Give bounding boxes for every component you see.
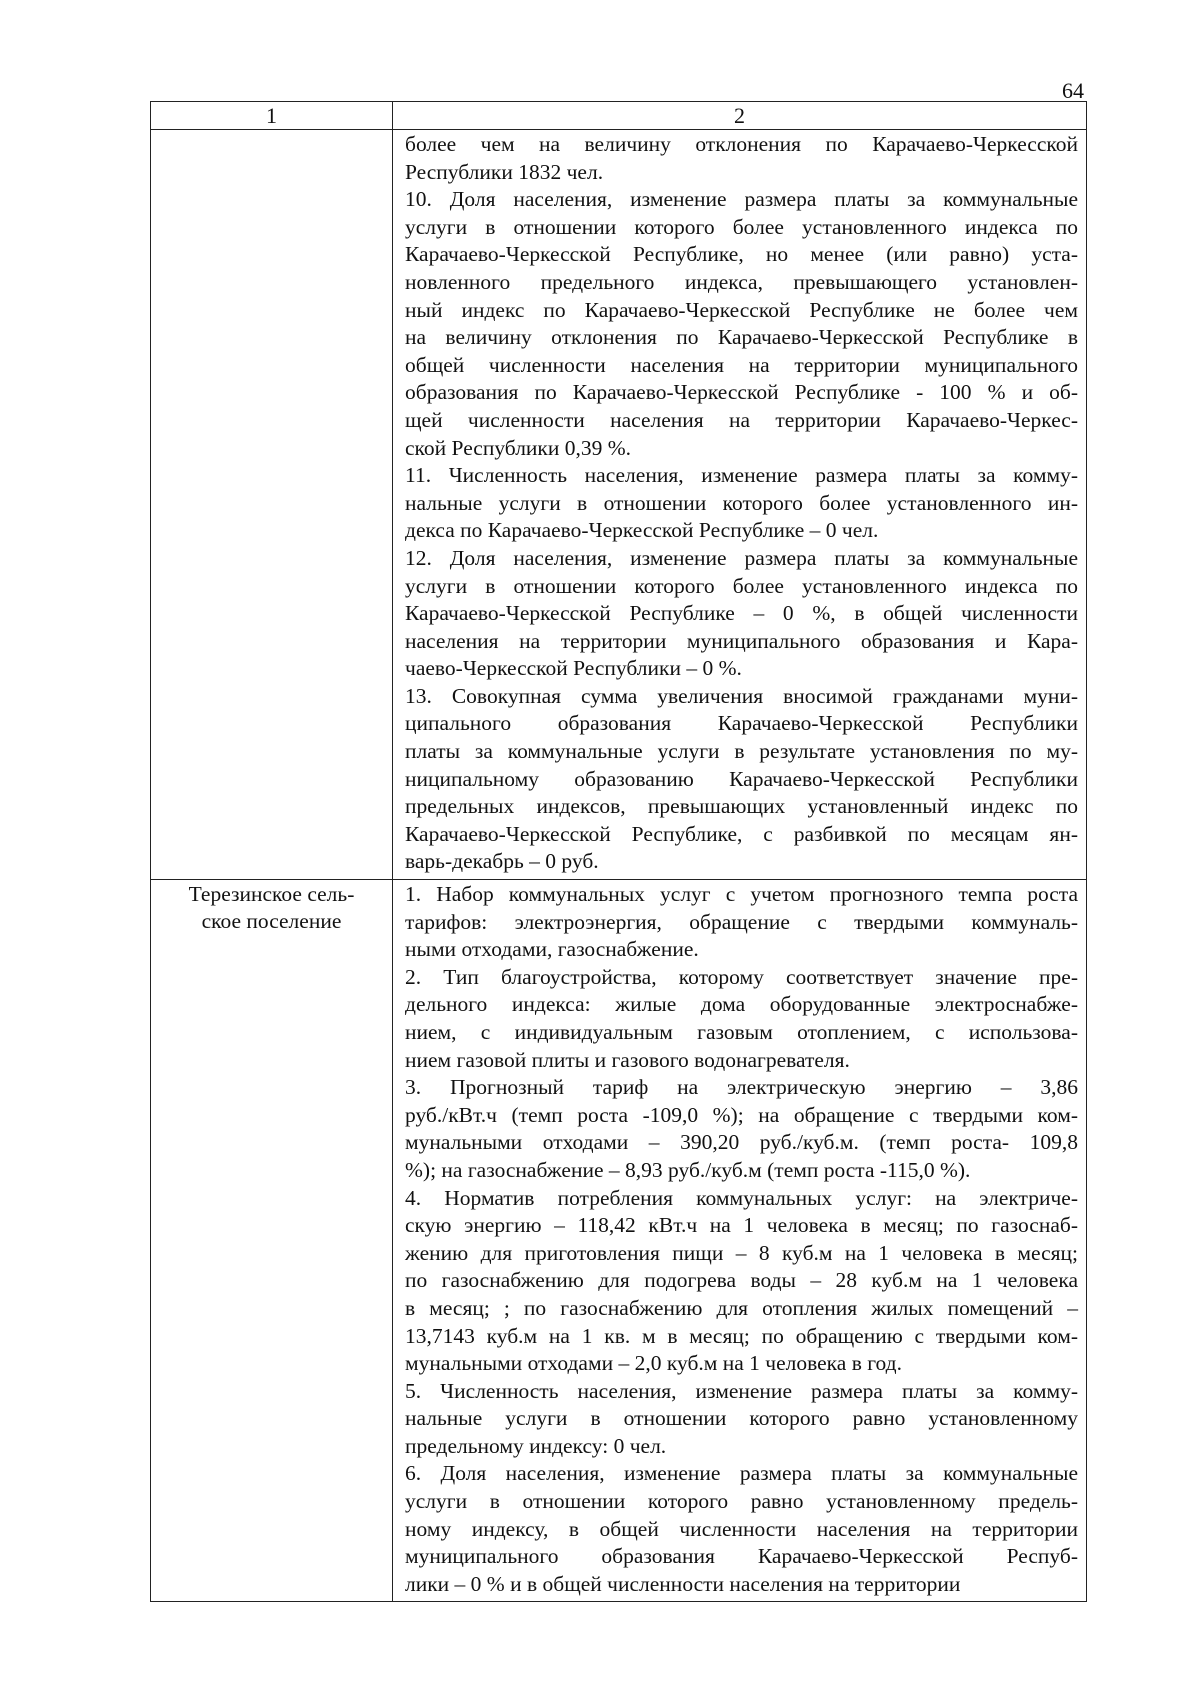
text-line: ской Республики 0,39 %.: [405, 435, 632, 460]
text-line: нальные услуги в отношении которого более установленного ин-: [405, 490, 1078, 515]
column-header-2: 2: [393, 102, 1087, 130]
text-line: населения на территории муниципального образования и Кара-: [405, 628, 1078, 653]
text-line: 11. Численность населения, изменение размера платы за комму-: [405, 463, 1078, 488]
table-row: [151, 130, 1087, 880]
municipality-cell: [151, 880, 393, 1602]
municipality-name-line: ское поселение: [201, 909, 342, 933]
text-line: общей численности населения на территории муниципального: [405, 352, 1078, 377]
text-line: Карачаево-Черкесской Республике, с разбивкой по месяцам ян-: [405, 821, 1078, 846]
text-line: 6. Доля населения, изменение размера платы за коммунальные: [405, 1461, 1078, 1486]
text-line: Республики 1832 чел.: [405, 159, 604, 184]
text-line: нием, с индивидуальным газовым отоплением, с использова-: [405, 1019, 1078, 1044]
text-line: новленного предельного индекса, превышающего установлен-: [405, 269, 1078, 294]
text-line: ными отходами, газоснабжение.: [405, 937, 699, 962]
text-line: 3. Прогнозный тариф на электрическую энергию – 3,86: [405, 1075, 1078, 1100]
text-line: 13. Совокупная сумма увеличения вносимой гражданами муни-: [405, 683, 1078, 708]
text-line: ципального образования Карачаево-Черкесской Республики: [405, 711, 1078, 736]
text-line: в месяц; ; по газоснабжению для отопления жилых помещений –: [405, 1295, 1078, 1320]
text-line: 10. Доля населения, изменение размера платы за коммунальные: [405, 187, 1078, 212]
text-line: 2. Тип благоустройства, которому соответствует значение пре-: [405, 964, 1078, 989]
text-line: скую энергию – 118,42 кВт.ч на 1 человека в месяц; по газоснаб-: [405, 1213, 1078, 1238]
text-line: тарифов: электроэнергия, обращение с твердыми коммуналь-: [405, 909, 1078, 934]
text-line: ниципальному образованию Карачаево-Черкесской Республики: [405, 766, 1078, 791]
text-line: услуги в отношении которого равно установленному предель-: [405, 1489, 1078, 1514]
municipality-name-line: Терезинское сель-: [188, 882, 355, 906]
text-line: 4. Норматив потребления коммунальных услуг: на электриче-: [405, 1185, 1078, 1210]
text-line: ный индекс по Карачаево-Черкесской Республике не более чем: [405, 297, 1078, 322]
description-cell: [393, 130, 1087, 880]
text-line: варь-декабрь – 0 руб.: [405, 849, 599, 874]
text-line: мунальными отходами – 2,0 куб.м на 1 человека в год.: [405, 1351, 902, 1376]
text-line: 13,7143 куб.м на 1 кв. м в месяц; по обращению с твердыми ком-: [405, 1323, 1078, 1348]
text-line: услуги в отношении которого более установленного индекса по: [405, 214, 1078, 239]
text-line: жению для приготовления пищи – 8 куб.м на 1 человека в месяц;: [405, 1240, 1078, 1265]
text-line: чаево-Черкесской Республики – 0 %.: [405, 656, 742, 681]
text-line: предельному индексу: 0 чел.: [405, 1433, 667, 1458]
text-line: более чем на величину отклонения по Карачаево-Черкесской: [405, 132, 1078, 156]
text-line: %); на газоснабжение – 8,93 руб./куб.м (темп роста -115,0 %).: [405, 1157, 971, 1182]
text-line: нием газовой плиты и газового водонагревателя.: [405, 1047, 850, 1072]
text-line: 1. Набор коммунальных услуг с учетом прогнозного темпа роста: [405, 882, 1078, 906]
text-line: декса по Карачаево-Черкесской Республике – 0 чел.: [405, 518, 879, 543]
text-line: Карачаево-Черкесской Республике – 0 %, в общей численности: [405, 601, 1078, 626]
text-line: платы за коммунальные услуги в результате установления по му-: [405, 739, 1078, 764]
description-cell: [393, 880, 1087, 1602]
page-number: 64: [1062, 78, 1084, 103]
text-line: на величину отклонения по Карачаево-Черкесской Республике в: [405, 325, 1078, 350]
text-line: 12. Доля населения, изменение размера платы за коммунальные: [405, 545, 1078, 570]
text-line: лики – 0 % и в общей численности населения на территории: [405, 1571, 961, 1596]
text-line: руб./кВт.ч (темп роста -109,0 %); на обращение с твердыми ком-: [405, 1102, 1078, 1127]
text-line: услуги в отношении которого более установленного индекса по: [405, 573, 1078, 598]
table-header-row: [151, 102, 1087, 130]
text-line: ному индексу, в общей численности населения на территории: [405, 1516, 1078, 1541]
text-line: муниципального образования Карачаево-Черкесской Респуб-: [405, 1544, 1078, 1569]
text-line: дельного индекса: жилые дома оборудованные электроснабже-: [405, 992, 1078, 1017]
column-header-1: 1: [151, 102, 393, 130]
text-line: мунальными отходами – 390,20 руб./куб.м. (темп роста- 109,8: [405, 1130, 1078, 1155]
text-line: образования по Карачаево-Черкесской Республике - 100 % и об-: [405, 380, 1078, 405]
text-line: Карачаево-Черкесской Республике, но менее (или равно) уста-: [405, 242, 1078, 267]
text-line: 5. Численность населения, изменение размера платы за комму-: [405, 1378, 1078, 1403]
text-line: щей численности населения на территории Карачаево-Черкес-: [405, 407, 1078, 432]
table-row: [151, 880, 1087, 1602]
text-line: предельных индексов, превышающих установленный индекс по: [405, 794, 1078, 819]
document-table: [150, 101, 1087, 1602]
text-line: нальные услуги в отношении которого равно установленному: [405, 1406, 1078, 1431]
municipality-cell: [151, 130, 393, 880]
text-line: по газоснабжению для подогрева воды – 28 куб.м на 1 человека: [405, 1268, 1078, 1293]
